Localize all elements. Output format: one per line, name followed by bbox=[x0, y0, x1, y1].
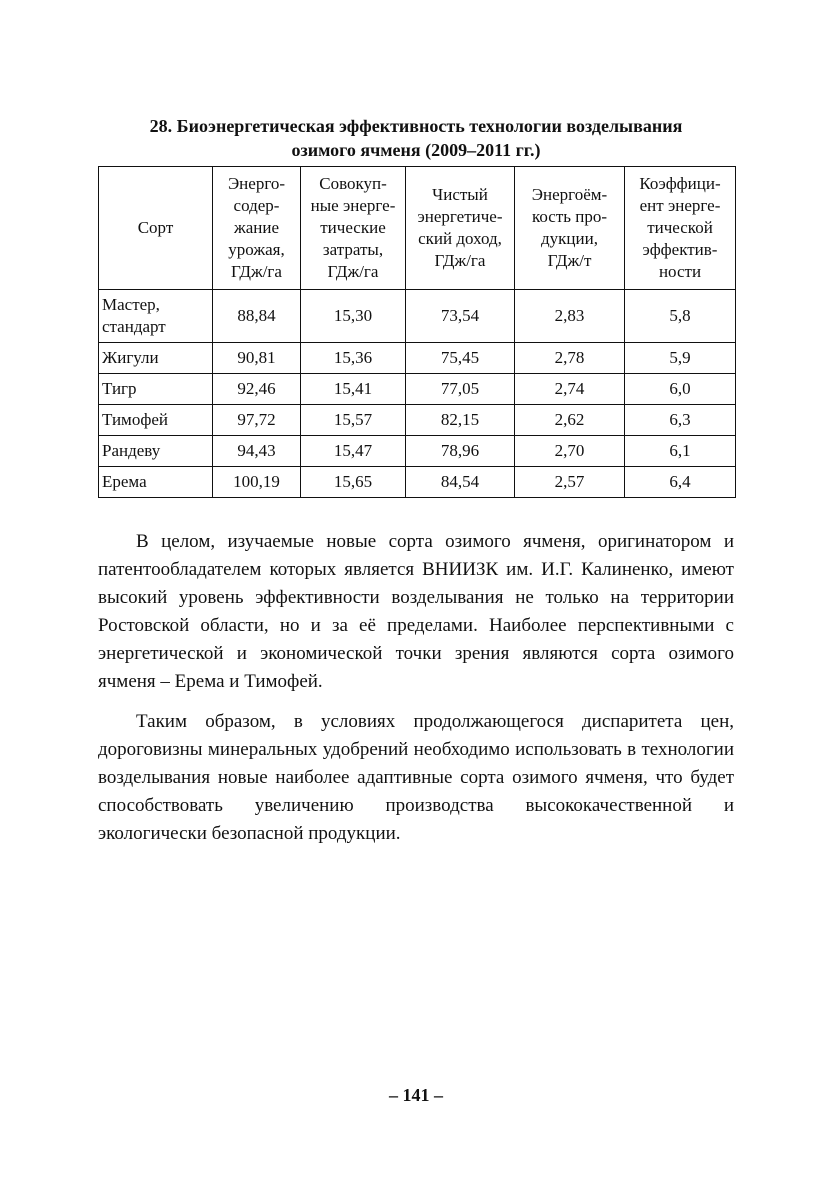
header-total-energy-costs: Совокуп- ные энерге- тические затраты, ГДж/га bbox=[301, 167, 406, 290]
value-cell: 15,57 bbox=[301, 405, 406, 436]
value-cell: 90,81 bbox=[213, 343, 301, 374]
value-cell: 2,70 bbox=[515, 436, 625, 467]
value-cell: 15,47 bbox=[301, 436, 406, 467]
paragraph-2-text: Таким образом, в условиях продолжающегося диспаритета цен, дороговизны минеральных удобрений необходимо использовать в технологии возделывания новые наиболее адаптивные сорта озимого ячменя, что будет способствовать увеличению производства высококачественной и экологически безопасной продукции. bbox=[98, 711, 734, 844]
variety-cell: Жигули bbox=[99, 343, 213, 374]
variety-cell: Тимофей bbox=[99, 405, 213, 436]
table-row bbox=[99, 374, 736, 405]
table-caption-line-1: 28. Биоэнергетическая эффективность технологии возделывания bbox=[149, 116, 683, 136]
header-variety: Сорт bbox=[99, 167, 213, 290]
table-row bbox=[99, 290, 736, 343]
variety-cell: Мастер, стандарт bbox=[99, 290, 213, 343]
value-cell: 2,78 bbox=[515, 343, 625, 374]
variety-cell: Тигр bbox=[99, 374, 213, 405]
value-cell: 5,8 bbox=[625, 290, 736, 343]
bioenergy-table bbox=[98, 166, 736, 498]
value-cell: 88,84 bbox=[213, 290, 301, 343]
value-cell: 82,15 bbox=[406, 405, 515, 436]
value-cell: 15,36 bbox=[301, 343, 406, 374]
value-cell: 15,30 bbox=[301, 290, 406, 343]
variety-cell: Рандеву bbox=[99, 436, 213, 467]
value-cell: 97,72 bbox=[213, 405, 301, 436]
table-header-row bbox=[99, 167, 736, 290]
value-cell: 2,74 bbox=[515, 374, 625, 405]
value-cell: 78,96 bbox=[406, 436, 515, 467]
header-energy-content: Энерго- содер- жание урожая, ГДж/га bbox=[213, 167, 301, 290]
value-cell: 15,41 bbox=[301, 374, 406, 405]
page-number: – 141 – bbox=[389, 1085, 443, 1105]
header-net-energy-income: Чистый энергетиче- ский доход, ГДж/га bbox=[406, 167, 515, 290]
value-cell: 84,54 bbox=[406, 467, 515, 498]
value-cell: 6,4 bbox=[625, 467, 736, 498]
paragraph-1-text: В целом, изучаемые новые сорта озимого ячменя, оригинатором и патентообладателем которых является ВНИИЗК им. И.Г. Калиненко, имеют высокий уровень эффективности возделывания не только на территории Ростовской области, но и за её пределами. Наиболее перспективными с энергетической и экономической точки зрения являются сорта озимого ячменя – Ерема и Тимофей. bbox=[98, 531, 734, 692]
value-cell: 5,9 bbox=[625, 343, 736, 374]
value-cell: 2,57 bbox=[515, 467, 625, 498]
table-caption-line-2: озимого ячменя (2009–2011 гг.) bbox=[291, 140, 541, 160]
value-cell: 77,05 bbox=[406, 374, 515, 405]
value-cell: 6,1 bbox=[625, 436, 736, 467]
value-cell: 75,45 bbox=[406, 343, 515, 374]
table-row bbox=[99, 405, 736, 436]
table-caption bbox=[98, 114, 734, 162]
value-cell: 94,43 bbox=[213, 436, 301, 467]
value-cell: 73,54 bbox=[406, 290, 515, 343]
header-energy-efficiency-coefficient: Коэффици- ент энерге- тической эффектив- ности bbox=[625, 167, 736, 290]
value-cell: 6,3 bbox=[625, 405, 736, 436]
value-cell: 6,0 bbox=[625, 374, 736, 405]
paragraph-conclusion bbox=[98, 528, 734, 696]
variety-cell: Ерема bbox=[99, 467, 213, 498]
table-row bbox=[99, 436, 736, 467]
paragraph-summary bbox=[98, 708, 734, 848]
header-energy-intensity: Энергоём- кость про- дукции, ГДж/т bbox=[515, 167, 625, 290]
value-cell: 100,19 bbox=[213, 467, 301, 498]
value-cell: 15,65 bbox=[301, 467, 406, 498]
table-row bbox=[99, 343, 736, 374]
value-cell: 2,62 bbox=[515, 405, 625, 436]
value-cell: 2,83 bbox=[515, 290, 625, 343]
table-row bbox=[99, 467, 736, 498]
value-cell: 92,46 bbox=[213, 374, 301, 405]
